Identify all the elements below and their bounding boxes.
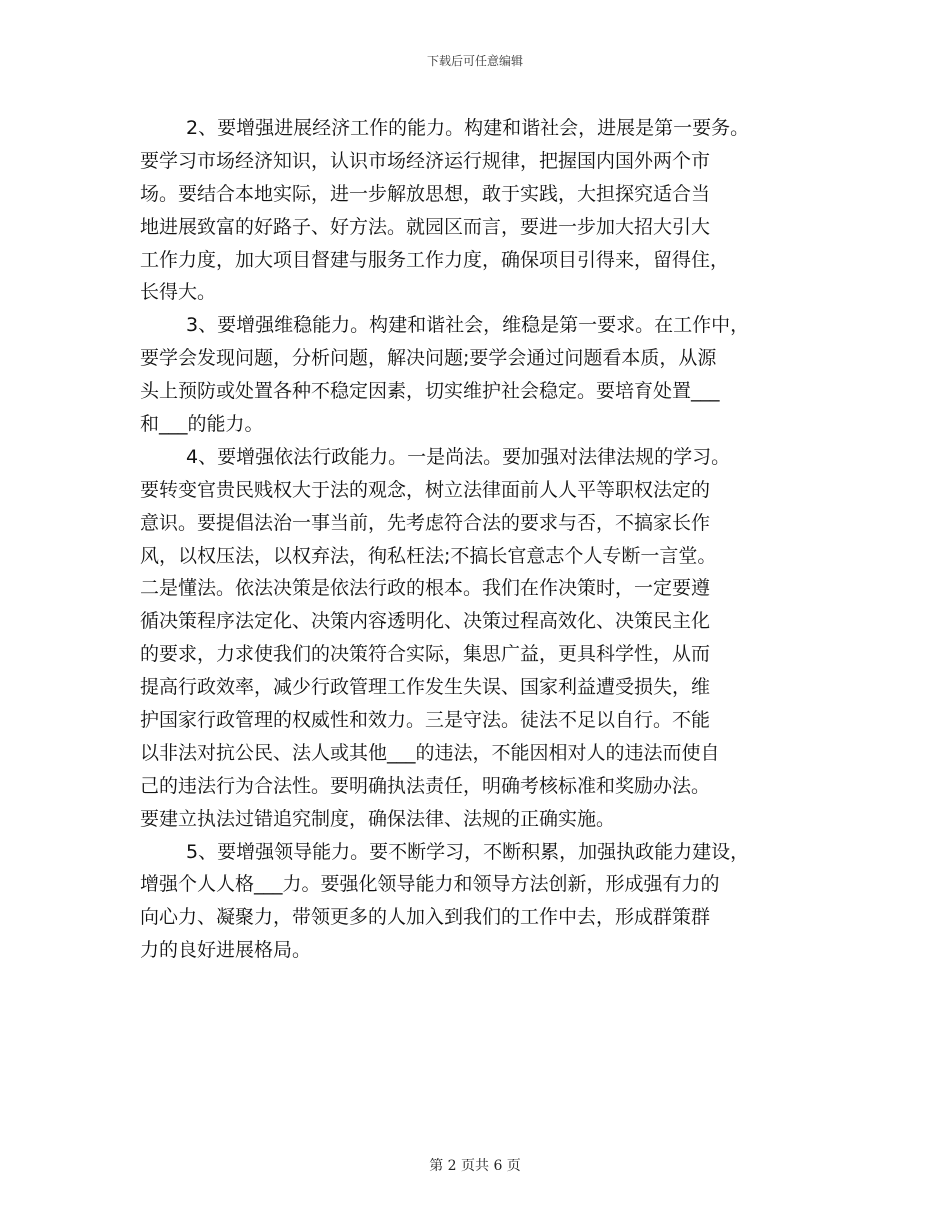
text-line: 要建立执法过错追究制度，确保法律、法规的正确实施。	[140, 807, 616, 830]
text-line: 和___的能力。	[140, 413, 264, 436]
document-body	[140, 112, 830, 967]
paragraph-3	[140, 309, 830, 441]
text-line: 要学习市场经济知识，认识市场经济运行规律，把握国内国外两个市	[140, 149, 711, 172]
text-line: 以非法对抗公民、法人或其他___的违法，不能因相对人的违法而使自	[140, 741, 720, 764]
text-line: 风，以权压法，以权弃法，徇私枉法;不搞长官意志个人专断一言堂。	[140, 544, 717, 567]
text-line: 2、要增强进展经济工作的能力。构建和谐社会，进展是第一要务。	[186, 117, 750, 139]
text-line: 要学会发现问题，分析问题，解决问题;要学会通过问题看本质，从源	[140, 347, 717, 370]
text-line: 循决策程序法定化、决策内容透明化、决策过程高效化、决策民主化	[140, 610, 711, 633]
paragraph-2	[140, 112, 830, 309]
text-line: 己的违法行为合法性。要明确执法责任，明确考核标准和奖励办法。	[140, 774, 711, 797]
text-line: 提高行政效率，减少行政管理工作发生失误、国家利益遭受损失，维	[140, 676, 711, 699]
text-line: 意识。要提倡法治一事当前，先考虑符合法的要求与否，不搞家长作	[140, 511, 711, 534]
text-line: 5、要增强领导能力。要不断学习，不断积累，加强执政能力建设，	[186, 840, 750, 863]
text-line: 增强个人人格___力。要强化领导能力和领导方法创新，形成强有力的	[140, 873, 720, 896]
text-line: 二是懂法。依法决策是依法行政的根本。我们在作决策时，一定要遵	[140, 577, 711, 600]
text-line: 场。要结合本地实际，进一步解放思想，敢于实践，大担探究适合当	[140, 182, 711, 205]
paragraph-5	[140, 836, 830, 968]
text-line: 4、要增强依法行政能力。一是尚法。要加强对法律法规的学习。	[186, 445, 731, 468]
page-footer: 第 2 页共 6 页	[429, 1158, 521, 1174]
text-line: 的要求，力求使我们的决策符合实际，集思广益，更具科学性，从而	[140, 643, 711, 666]
text-line: 护国家行政管理的权威性和效力。三是守法。徒法不足以自行。不能	[140, 709, 711, 732]
text-line: 长得大。	[140, 281, 217, 304]
text-line: 向心力、凝聚力，带领更多的人加入到我们的工作中去，形成群策群	[140, 906, 711, 929]
text-line: 头上预防或处置各种不稳定因素，切实维护社会稳定。要培育处置___	[140, 380, 720, 403]
text-line: 3、要增强维稳能力。构建和谐社会，维稳是第一要求。在工作中，	[186, 314, 750, 337]
text-line: 要转变官贵民贱权大于法的观念，树立法律面前人人平等职权法定的	[140, 478, 711, 501]
text-line: 力的良好进展格局。	[140, 939, 312, 962]
paragraph-4	[140, 441, 830, 836]
text-line: 地进展致富的好路子、好方法。就园区而言，要进一步加大招大引大	[140, 215, 711, 238]
page-header: 下载后可任意编辑	[426, 54, 523, 68]
text-line: 工作力度，加大项目督建与服务工作力度，确保项目引得来，留得住，	[140, 248, 730, 271]
